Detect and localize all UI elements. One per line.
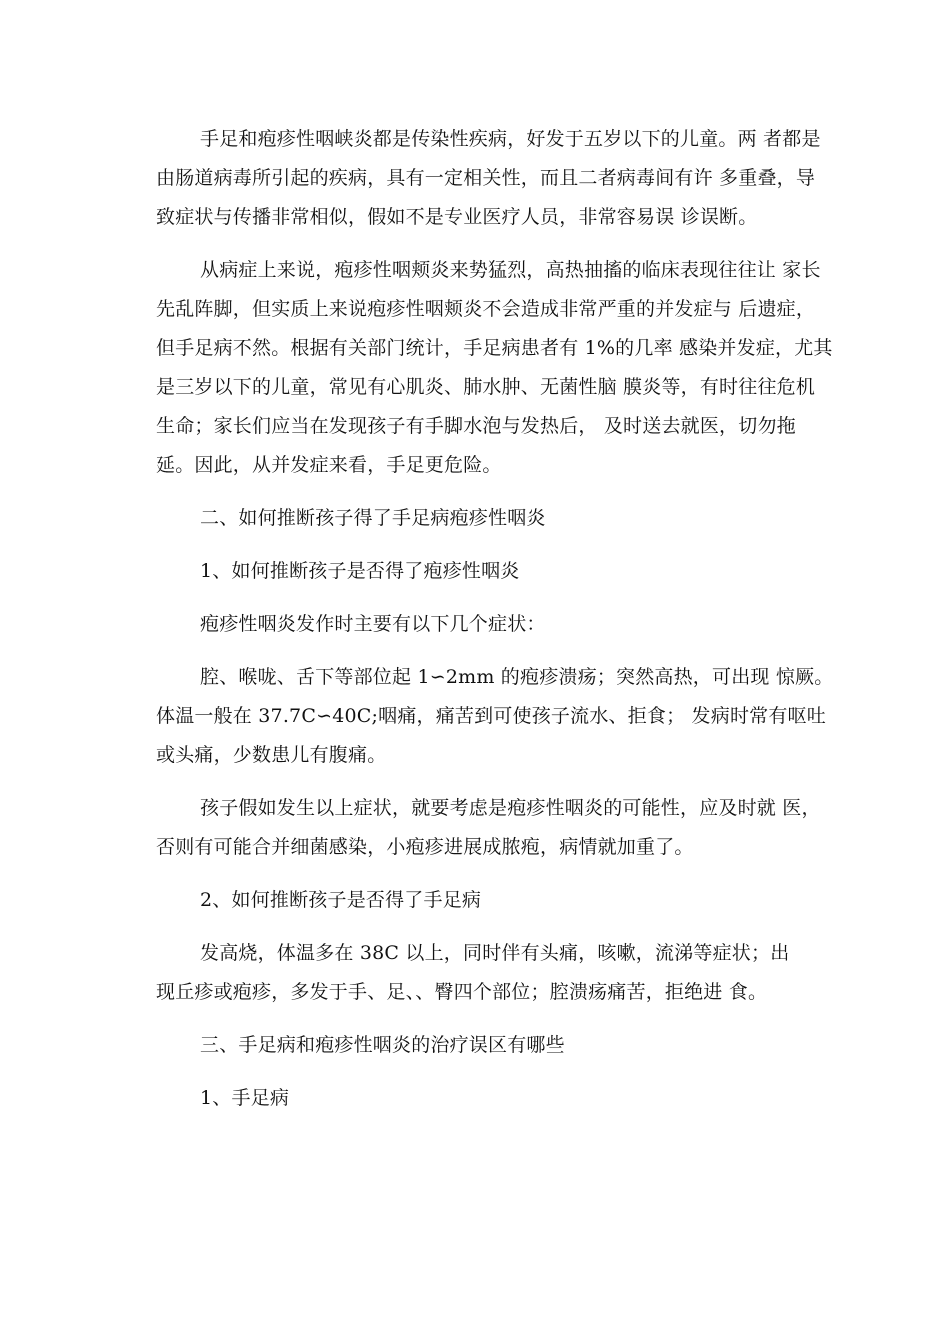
- text-line: 延。因此，从并发症来看，手足更危险。: [156, 454, 502, 476]
- heading-section-3: [112, 1026, 852, 1065]
- paragraph-symptoms-intro: [112, 605, 852, 644]
- text-line: 1、手足病: [200, 1087, 290, 1109]
- text-line: 否则有可能合并细菌感染，小疱疹进展成脓疱，病情就加重了。: [156, 836, 694, 858]
- paragraph-intro: [112, 120, 852, 237]
- text-line: 疱疹性咽炎发作时主要有以下几个症状：: [200, 613, 546, 635]
- text-line: 由肠道病毒所引起的疾病，具有一定相关性，而且二者病毒间有许 多重叠，导: [156, 167, 816, 189]
- text-line: 或头痛，少数患儿有腹痛。: [156, 744, 387, 766]
- heading-subsection-2-2: [112, 881, 852, 920]
- text-line: 手足和疱疹性咽峡炎都是传染性疾病，好发于五岁以下的儿童。两 者都是: [200, 128, 821, 150]
- text-line: 生命；家长们应当在发现孩子有手脚水泡与发热后， 及时送去就医，切勿拖: [156, 415, 796, 437]
- heading-subsection-2-1: [112, 552, 852, 591]
- paragraph-hfmd-symptoms: [112, 934, 852, 1012]
- heading-section-2: [112, 499, 852, 538]
- text-line: 三、手足病和疱疹性咽炎的治疗误区有哪些: [200, 1034, 565, 1056]
- text-line: 现丘疹或疱疹，多发于手、足、、臀四个部位；腔溃疡痛苦，拒绝进 食。: [156, 981, 768, 1003]
- text-line: 腔、喉咙、舌下等部位起 1∽2mm 的疱疹溃疡；突然高热，可出现 惊厥。: [200, 666, 834, 688]
- text-line: 但手足病不然。根据有关部门统计，手足病患者有 1%的几率 感染并发症，尤其: [156, 337, 833, 359]
- text-line: 致症状与传播非常相似，假如不是专业医疗人员，非常容易误 诊误断。: [156, 206, 758, 228]
- text-line: 先乱阵脚，但实质上来说疱疹性咽颊炎不会造成非常严重的并发症与 后遗症，: [156, 298, 816, 320]
- paragraph-advice: [112, 789, 852, 867]
- text-line: 1、如何推断孩子是否得了疱疹性咽炎: [200, 560, 520, 582]
- text-line: 体温一般在 37.7C∽40C;咽痛，痛苦到可使孩子流水、拒食； 发病时常有呕吐: [156, 705, 826, 727]
- text-line: 孩子假如发生以上症状，就要考虑是疱疹性咽炎的可能性，应及时就 医，: [200, 797, 821, 819]
- paragraph-complications: [112, 251, 852, 485]
- text-line: 二、如何推断孩子得了手足病疱疹性咽炎: [200, 507, 546, 529]
- text-line: 2、如何推断孩子是否得了手足病: [200, 889, 482, 911]
- heading-subsection-3-1: [112, 1079, 852, 1118]
- document-page: [112, 120, 852, 1118]
- text-line: 是三岁以下的儿童，常见有心肌炎、肺水肿、无菌性脑 膜炎等，有时往往危机: [156, 376, 816, 398]
- text-line: 发高烧，体温多在 38C 以上，同时伴有头痛，咳嗽，流涕等症状；出: [200, 942, 790, 964]
- paragraph-herpangina-symptoms: [112, 658, 852, 775]
- text-line: 从病症上来说，疱疹性咽颊炎来势猛烈，高热抽搐的临床表现往往让 家长: [200, 259, 821, 281]
